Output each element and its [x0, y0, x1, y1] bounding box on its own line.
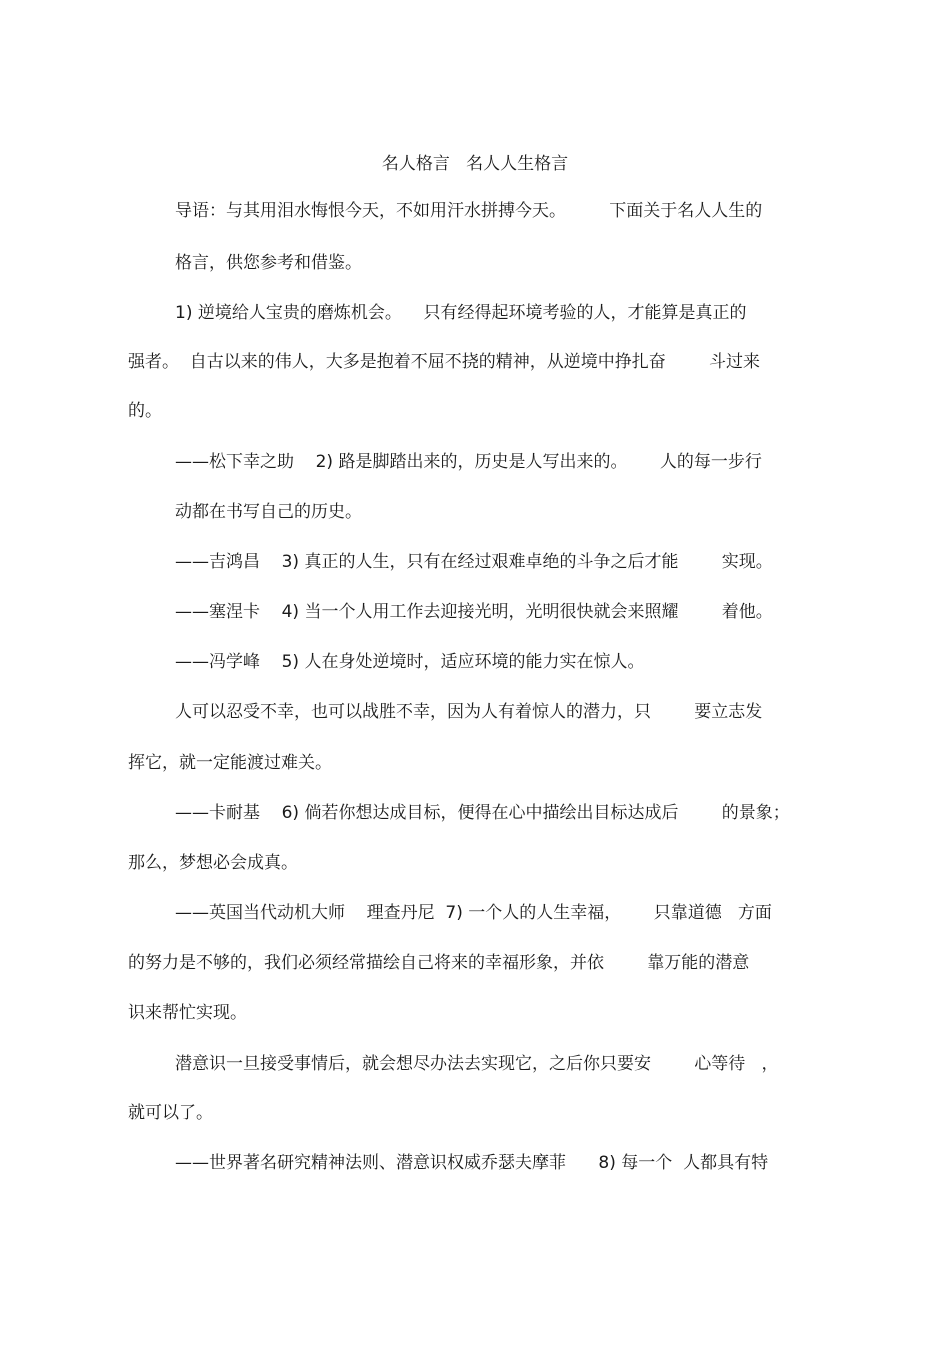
paragraph-line: ——卡耐基 6) 倘若你想达成目标，便得在心中描绘出目标达成后 的景象；	[175, 803, 790, 823]
paragraph-line: ——松下幸之助 2) 路是脚踏出来的，历史是人写出来的。 人的每一步行	[175, 452, 762, 472]
paragraph-line: 导语：与其用泪水悔恨今天，不如用汗水拼搏今天。 下面关于名人人生的	[175, 201, 763, 221]
paragraph-line: 的努力是不够的，我们必须经常描绘自己将来的幸福形象，并依 靠万能的潜意	[128, 953, 750, 973]
paragraph-line: ——冯学峰 5) 人在身处逆境时，适应环境的能力实在惊人。	[175, 652, 645, 672]
paragraph-line: 识来帮忙实现。	[128, 1003, 247, 1023]
paragraph-line: 潜意识一旦接受事情后，就会想尽办法去实现它，之后你只要安 心等待 ，	[175, 1054, 779, 1074]
document-title: 名人格言 名人人生格言	[381, 154, 569, 174]
paragraph-line: 的。	[128, 401, 162, 421]
paragraph-line: 那么，梦想必会成真。	[128, 853, 298, 873]
paragraph-line: ——英国当代动机大师 理查丹尼 7) 一个人的人生幸福， 只靠道德 方面	[175, 903, 772, 923]
paragraph-line: 人可以忍受不幸，也可以战胜不幸，因为人有着惊人的潜力，只 要立志发	[175, 702, 763, 722]
paragraph-line: ——世界著名研究精神法则、潜意识权威乔瑟夫摩菲 8) 每一个 人都具有特	[175, 1153, 769, 1173]
paragraph-line: 强者。 自古以来的伟人，大多是抱着不屈不挠的精神，从逆境中挣扎奋 斗过来	[128, 352, 761, 372]
paragraph-line: ——吉鸿昌 3) 真正的人生，只有在经过艰难卓绝的斗争之后才能 实现。	[175, 552, 773, 572]
paragraph-line: 1) 逆境给人宝贵的磨炼机会。 只有经得起环境考验的人，才能算是真正的	[175, 303, 747, 323]
paragraph-line: 动都在书写自己的历史。	[175, 502, 362, 522]
paragraph-line: 挥它，就一定能渡过难关。	[128, 753, 332, 773]
paragraph-line: 就可以了。	[128, 1103, 213, 1123]
paragraph-line: ——塞涅卡 4) 当一个人用工作去迎接光明，光明很快就会来照耀 着他。	[175, 602, 773, 622]
paragraph-line: 格言，供您参考和借鉴。	[175, 253, 362, 273]
